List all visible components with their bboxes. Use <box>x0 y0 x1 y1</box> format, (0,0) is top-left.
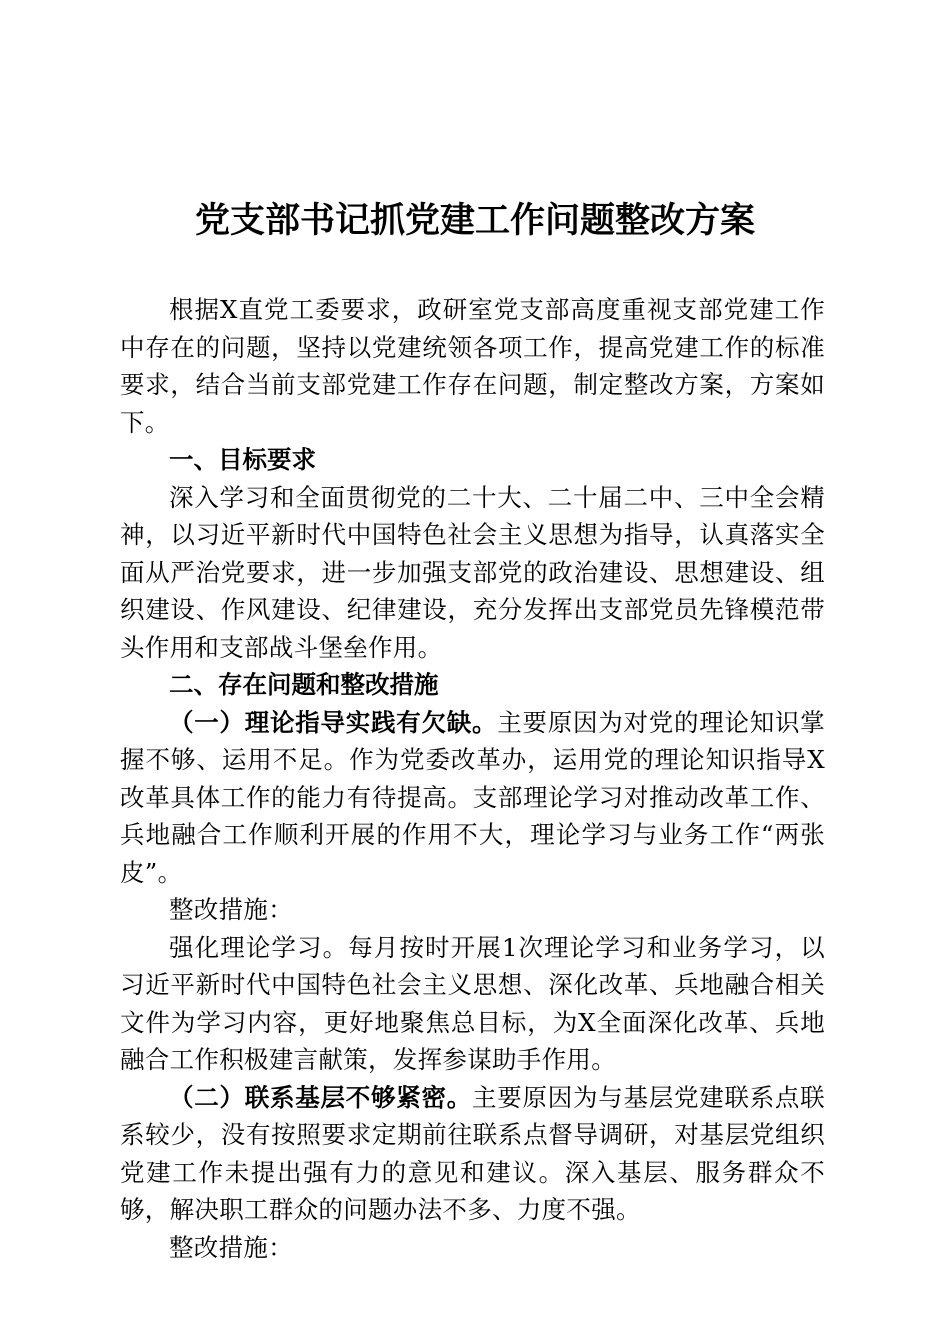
goals-paragraph: 深入学习和全面贯彻党的二十大、二十届二中、三中全会精神，以习近平新时代中国特色社会主义思想为指导，认真落实全面从严治党要求，进一步加强支部党的政治建设、思想建设、组织建设、作风建设、纪律建设，充分发挥出支部党员先锋模范带头作用和支部战斗堡垒作用。 <box>120 482 825 662</box>
measures-1-paragraph: 强化理论学习。每月按时开展1次理论学习和业务学习，以习近平新时代中国特色社会主义思想、深化改革、兵地融合相关文件为学习内容，更好地聚焦总目标，为X全面深化改革、兵地融合工作积极建言献策，发挥参谋助手作用。 <box>120 932 825 1074</box>
measures-1-label: 整改措施： <box>169 895 293 924</box>
issue-2-text: 主要原因为与基层党建联系点联系较少，没有按照要求定期前往联系点督导调研，对基层党组织党建工作未提出强有力的意见和建议。深入基层、服务群众不够，解决职工群众的问题办法不多、力度不强。 <box>120 1082 825 1224</box>
intro-paragraph: 根据X直党工委要求，政研室党支部高度重视支部党建工作中存在的问题，坚持以党建统领各项工作，提高党建工作的标准要求，结合当前支部党建工作存在问题，制定整改方案，方案如下。 <box>120 295 825 437</box>
issue-2-paragraph <box>120 1079 825 1229</box>
issue-1-paragraph <box>120 704 825 892</box>
issue-2-lead: （二）联系基层不够紧密。 <box>169 1082 472 1112</box>
document-body <box>120 291 825 1266</box>
issue-1-lead: （一）理论指导实践有欠缺。 <box>169 707 498 737</box>
measures-2-label: 整改措施： <box>169 1232 293 1262</box>
section-heading-goals: 一、目标要求 <box>169 445 316 474</box>
issue-1-text: 主要原因为对党的理论知识掌握不够、运用不足。作为党委改革办，运用党的理论知识指导X改革具体工作的能力有待提高。支部理论学习对推动改革工作、兵地融合工作顺利开展的作用不大，理论学习与业务工作“两张皮”。 <box>120 707 826 887</box>
section-heading-issues: 二、存在问题和整改措施 <box>169 670 439 699</box>
document-title: 党支部书记抓党建工作问题整改方案 <box>194 200 755 241</box>
